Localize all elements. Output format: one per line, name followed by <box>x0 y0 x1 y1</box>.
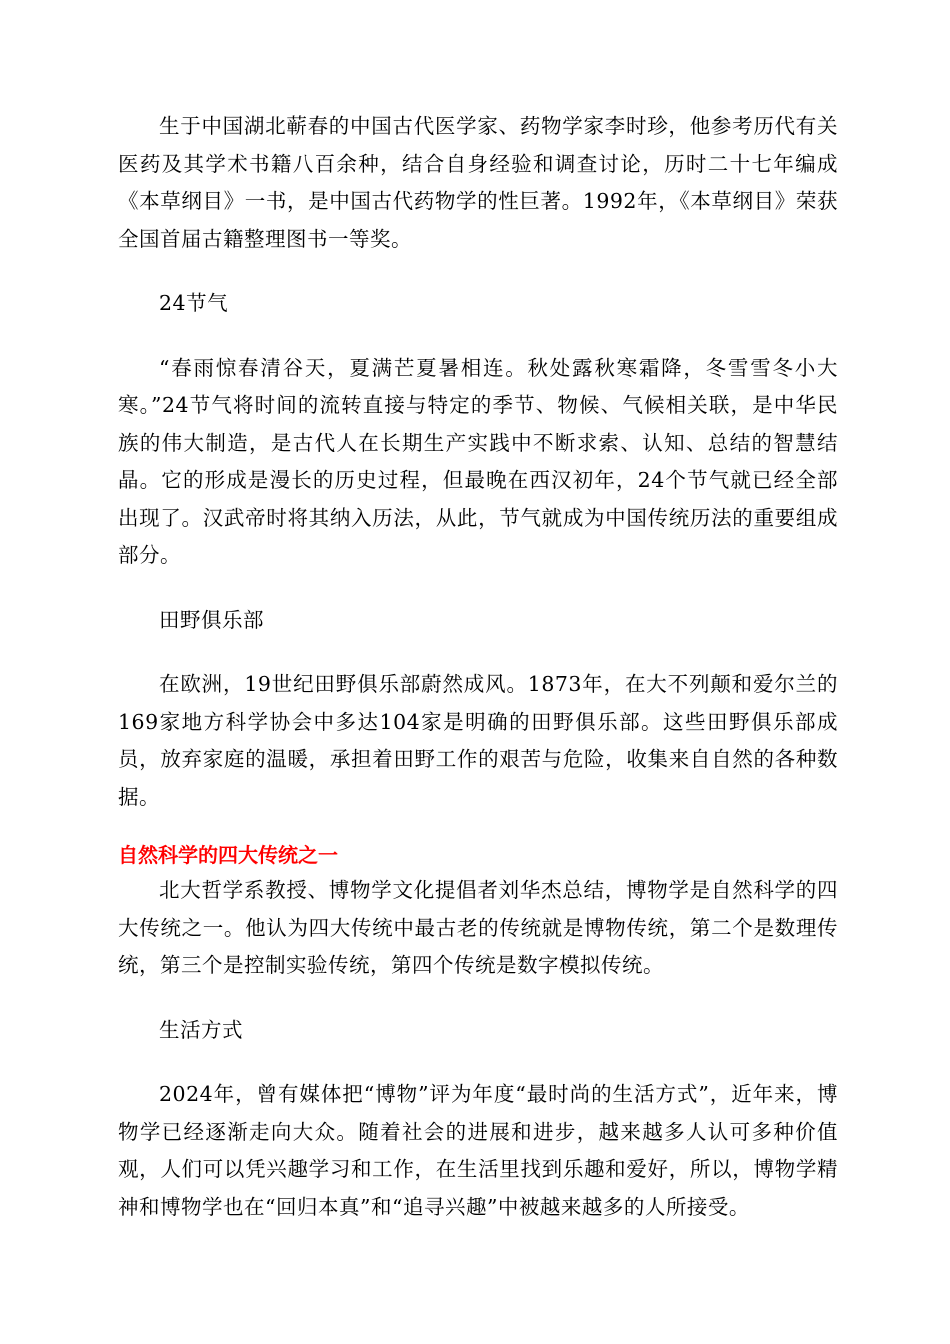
paragraph-field-club: 在欧洲，19世纪田野俱乐部蔚然成风。1873年，在大不列颠和爱尔兰的169家地方科学协会中多达104家是明确的田野俱乐部。这些田野俱乐部成员，放弃家庭的温暖，承担着田野工作的艰苦与危险，收集来自自然的各种数据。 <box>118 672 838 809</box>
spacer <box>118 985 838 1012</box>
spacer <box>118 323 838 350</box>
spacer <box>118 1049 838 1076</box>
spacer <box>118 816 838 838</box>
paragraph-lifestyle: 2024年，曾有媒体把“博物”评为年度“最时尚的生活方式”，近年来，博物学已经逐渐走向大众。随着社会的进展和进步，越来越多人认可多种价值观，人们可以凭兴趣学习和工作，在生活里找到乐趣和爱好，所以，博物学精神和博物学也在“回归本真”和“追寻兴趣”中被越来越多的人所接受。 <box>118 1082 838 1219</box>
paragraph-four-traditions: 北大哲学系教授、博物学文化提倡者刘华杰总结，博物学是自然科学的四大传统之一。他认为四大传统中最古老的传统就是博物传统，第二个是数理传统，第三个是控制实验传统，第四个传统是数字模拟传统。 <box>118 878 838 977</box>
subheading-field-club: 田野俱乐部 <box>159 607 264 632</box>
spacer <box>118 639 838 666</box>
spacer <box>118 258 838 285</box>
section-heading-four-traditions: 自然科学的四大传统之一 <box>118 843 338 867</box>
paragraph-solar-terms: “春雨惊春清谷天，夏满芒夏暑相连。秋处露秋寒霜降，冬雪雪冬小大寒。”24节气将时间的流转直接与特定的季节、物候、气候相关联，是中华民族的伟大制造，是古代人在长期生产实践中不断求索、认知、总结的智慧结晶。它的形成是漫长的历史过程，但最晚在西汉初年，24个节气就已经全部出现了。汉武帝时将其纳入历法，从此，节气就成为中国传统历法的重要组成部分。 <box>118 355 838 567</box>
spacer <box>118 575 838 602</box>
subheading-24-solar-terms: 24节气 <box>159 291 229 315</box>
subheading-lifestyle: 生活方式 <box>159 1017 243 1042</box>
paragraph-bencao: 生于中国湖北蕲春的中国古代医学家、药物学家李时珍，他参考历代有关医药及其学术书籍八百余种，结合自身经验和调查讨论，历时二十七年编成《本草纲目》一书，是中国古代药物学的性巨著。1992年，《本草纲目》荣获全国首届古籍整理图书一等奖。 <box>118 114 838 251</box>
document-page <box>118 108 838 1226</box>
